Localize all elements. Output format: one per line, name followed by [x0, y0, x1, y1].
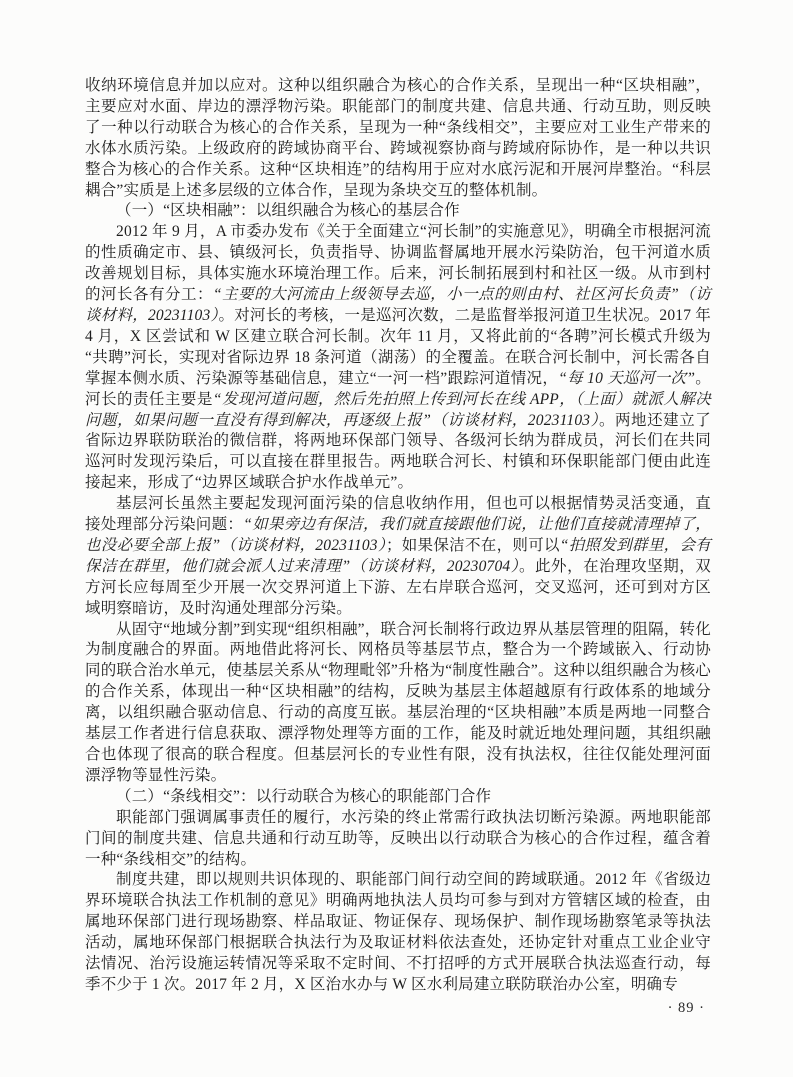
body-text: 收纳环境信息并加以应对。这种以组织融合为核心的合作关系，呈现出一种“区块相融”，主要应对水面、岸边的漂浮物污染。职能部门的制度共建、信息共通、行动互助，则反映了一种以行动联合为核心的合作关系，呈现为一种“条线相交”，主要应对工业生产带来的水体水质污染。上级政府的跨域协商平台、跨域视察协商与跨域府际协作，是一种以共识整合为核心的合作关系。这种“区块相连”的结构用于应对水底污泥和开展河岸整治。“科层耦合”实质是上述多层级的立体合作，呈现为条块交互的整体机制。 [85, 77, 711, 199]
paragraph-grassroots [85, 494, 711, 619]
body-text: （二）“条线相交”：以行动联合为核心的职能部门合作 [116, 787, 492, 805]
interview-quote-text: “如果旁边有保洁，我们就直接跟他们说，让他们直接就清理掉了，也没必要全部上报”（访谈材料，20231103） [85, 516, 711, 554]
body-text: 从固守“地域分割”到实现“组织相融”，联合河长制将行政边界从基层管理的阻隔，转化为制度融合的界面。两地借此将河长、网格员等基层节点，整合为一个跨域嵌入、行动协同的联合治水单元，使基层关系从“物理毗邻”升格为“制度性融合”。这种以组织融合为核心的合作关系，体现出一种“区块相融”的结构，反映为基层主体超越原有行政体系的地域分离，以组织融合驱动信息、行动的高度互嵌。基层治理的“区块相融”本质是两地一同整合基层工作者进行信息获取、漂浮物处理等方面的工作，能及时就近地处理问题，其组织融合也体现了很高的联合程度。但基层河长的专业性有限，没有执法权，往往仅能处理河面漂浮物等显性污染。 [85, 620, 711, 784]
interview-quote-text: “发现河道问题，然后先拍照上传到河长在线 APP，（上面）就派人解决问题，如果问题一直没有得到解决，再逐级上报”（访谈材料，20231103） [85, 390, 712, 429]
page-number: · 89 · [667, 1000, 705, 1016]
paragraph-territorial-integration [85, 620, 711, 787]
body-text: 职能部门强调属事责任的履行，水污染的终止常需行政执法切断污染源。两地职能部门间的制度共建、信息共通和行动互助等，反映出以行动联合为核心的合作过程，蕴含着一种“条线相交”的结构。 [85, 808, 711, 868]
interview-quote-text: “拍照发到群里，会有保洁在群里，他们就会派人过来清理”（访谈材料，20230704） [85, 536, 712, 575]
body-text: 2012 年 9 月，A 市委办发布《关于全面建立“河长制”的实施意见》，明确全市根据河流的性质确定市、县、镇级河长，负责指导、协调监督属地开展水污染防治，包干河道水质改善规划目标，具体实施水环境治理工作。后来，河长制拓展到村和社区一级。从市到村的河长各有分工： [85, 223, 711, 304]
interview-quote-text: “主要的大河流由上级领导去巡，小一点的则由村、社区河长负责”（访谈材料，20231103） [85, 286, 711, 324]
body-text: 。此外，在治理攻坚期，双方河长应每周至少开展一次交界河道上下游、左右岸联合巡河，交叉巡河，还可到对方区域明察暗访，及时沟通处理部分污染。 [85, 557, 711, 617]
body-text: 。两地还建立了省际边界联防联治的微信群，将两地环保部门领导、各级河长纳为群成员，河长们在共同巡河时发现污染后，可以直接在群里报告。两地联合河长、村镇和环保职能部门便由此连接起来，形成了“边界区域联合护水作战单元”。 [85, 411, 711, 492]
body-text: ；如果保洁不在，则可以 [385, 536, 560, 554]
paragraph-joint-enforcement [85, 870, 711, 995]
body-text: 基层河长虽然主要起发现河面污染的信息收纳作用，但也可以根据情势灵活变通，直接处理部分污染问题： [85, 495, 711, 534]
body-text: 制度共建，即以规则共识体现的、职能部门间行动空间的跨域联通。2012 年《省级边界环境联合执法工作机制的意见》明确两地执法人员均可参与到对方管辖区域的检查，由属地环保部门进行现场勘察、样品取证、物证保存、现场保护、制作现场勘察笔录等执法活动，属地环保部门根据联合执法行为及取证材料依法查处，还协定针对重点工业企业守法情况、治污设施运转情况等采取不定时间、不打招呼的方式开展联合执法巡查行动，每季不少于 1 次。2017 年 2 月，X 区治水办与 W 区水利局建立联防联治办公室，明确专 [85, 871, 711, 993]
body-text: 。对河长的考核，一是巡河次数，二是监督举报河道卫生状况。2017 年 4 月，X 区尝试和 W 区建立联合河长制。次年 11 月，又将此前的“各聘”河长模式升级为“共聘”河长，实现对省际边界 18 条河道（湖荡）的全覆盖。在联合河长制中，河长需各自掌握本侧水质、污染源等基础信息，建立“一河一档”跟踪河道情况， [85, 306, 711, 387]
paragraph-continuation [85, 76, 711, 201]
section-heading-1 [85, 201, 711, 222]
paragraph-functional-departments [85, 808, 711, 871]
body-text: 。河长的责任主要是 [85, 369, 711, 408]
interview-quote-text: “每 10 天巡河一次” [558, 369, 696, 387]
section-heading-2 [85, 787, 711, 808]
paragraph-river-chief [85, 222, 711, 494]
body-text: （一）“区块相融”：以组织融合为核心的基层合作 [116, 202, 460, 220]
page-body [85, 76, 711, 996]
